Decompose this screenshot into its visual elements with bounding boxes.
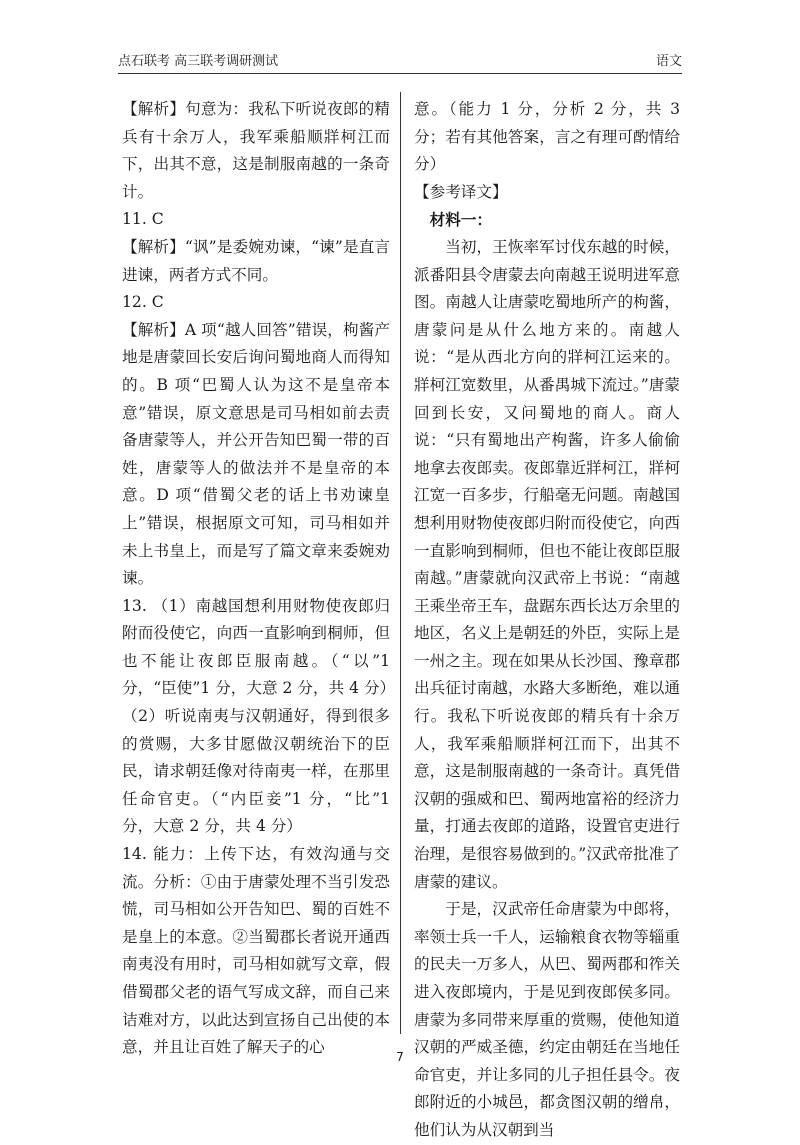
- right-column: [414, 96, 680, 1145]
- page-header: [118, 50, 682, 74]
- header-subject: 语文: [655, 54, 682, 69]
- answer-14: 14. 能力：上传下达，有效沟通与交流。分析：①由于唐蒙处理不当引发恐慌，司马相如公开告知巴、蜀的百姓不是皇上的本意。②当蜀郡长者说开通西南夷没有用时，司马相如就写文章，假借蜀郡父老的语气写成文辞，而自己来诘难对方，以此达到宣扬自己出使的本意，并且让百姓了解天子的心: [122, 845, 390, 1057]
- translation-paragraph: 于是，汉武帝任命唐蒙为中郎将，率领士兵一千人，运输粮食衣物等辎重的民夫一万多人，从巴、蜀两郡和筰关进入夜郎境内，于是见到夜郎侯多同。唐蒙为多同带来厚重的赏赐，使他知道汉朝的严威圣德，约定由朝廷在当地任命官吏，并让多同的儿子担任县令。夜郎附近的小城邑，都贪图汉朝的缯帛，他们认为从汉朝到当: [414, 900, 680, 1139]
- page-number: 7: [396, 1050, 404, 1064]
- answer-14-continuation: 意。（能力 1 分，分析 2 分，共 3 分；若有其他答案，言之有理可酌情给分）: [414, 100, 680, 174]
- translation-heading: 【参考译文】: [414, 182, 508, 201]
- answer-13-part2: （2）听说南夷与汉朝通好，得到很多的赏赐，大多甘愿做汉朝统治下的臣民，请求朝廷像对待南夷一样，在那里任命官吏。（“内臣妾”1 分，“比”1 分，大意 2 分，共 4 分）: [122, 707, 390, 836]
- header-exam-title: 点石联考 高三联考调研测试: [118, 54, 279, 69]
- answer-13-part1: 13. （1）南越国想利用财物使夜郎归附而役使它，向西一直影响到桐师，但也不能让夜郎臣服南越。（“以”1 分，“臣使”1 分，大意 2 分，共 4 分）: [122, 596, 396, 698]
- translation-paragraph: 当初，王恢率军讨伐东越的时候，派番阳县令唐蒙去向南越王说明进军意图。南越人让唐蒙吃蜀地所产的枸酱，唐蒙问是从什么地方来的。南越人说：“是从西北方向的牂柯江运来的。牂柯江宽数里，从番禺城下流过。”唐蒙回到长安，又问蜀地的商人。商人说：“只有蜀地出产枸酱，许多人偷偷地拿去夜郎卖。夜郎靠近牂柯江，牂柯江宽一百多步，行船毫无问题。南越国想利用财物使夜郎归附而役使它，向西一直影响到桐师，但也不能让夜郎臣服南越。”唐蒙就向汉武帝上书说：“南越王乘坐帝王车，盘踞东西长达万余里的地区，名义上是朝廷的外臣，实际上是一州之主。现在如果从长沙国、豫章郡出兵征讨南越，水路大多断绝，难以通行。我私下听说夜郎的精兵有十余万人，我军乘船顺牂柯江而下，出其不意，这是制服南越的一条奇计。真凭借汉朝的强威和巴、蜀两地富裕的经济力量，打通去夜郎的道路，设置官吏进行治理，是很容易做到的。”汉武帝批准了唐蒙的建议。: [414, 237, 680, 891]
- material-one-heading: 材料一：: [429, 210, 492, 230]
- header-rule: [118, 73, 682, 74]
- answer-11: 11. C: [122, 210, 164, 229]
- column-divider: [400, 92, 401, 1034]
- analysis-12: 【解析】A 项“越人回答”错误，枸酱产地是唐蒙回长安后询问蜀地商人而得知的。B 项“巴蜀人认为这不是皇帝本意”错误，原文意思是司马相如前去责备唐蒙等人，并公开告知巴蜀一带的百姓，唐蒙等人的做法并不是皇帝的本意。D 项“借蜀父老的话上书劝谏皇上”错误，根据原文可知，司马相如并未上书皇上，而是写了篇文章来委婉劝谏。: [122, 320, 390, 588]
- analysis-11: 【解析】“讽”是委婉劝谏，“谏”是直言进谏，两者方式不同。: [122, 237, 390, 284]
- analysis-10: 【解析】句意为：我私下听说夜郎的精兵有十余万人，我军乘船顺牂柯江而下，出其不意，这是制服南越的一条奇计。: [122, 100, 390, 201]
- answer-12: 12. C: [122, 293, 164, 312]
- left-column: [122, 96, 396, 1062]
